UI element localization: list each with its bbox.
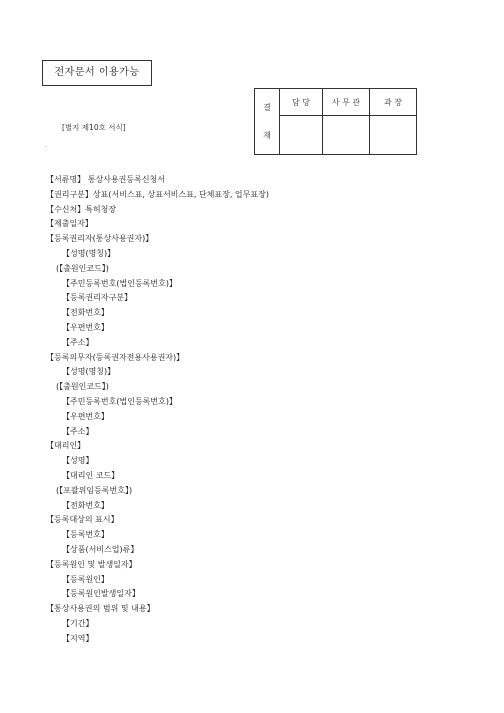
form-field-line: 【주소】 [62,426,94,436]
approval-side-top: 결 [263,102,271,112]
form-field-line: (【출원인코드】) [56,263,109,273]
approval-header-3: 과 장 [370,89,417,116]
form-field-line: 【성명】 [62,456,94,466]
form-field-line: 【통상사용권의 범위 및 내용】 [46,604,155,614]
form-field-line: 【제출일자】 [46,219,93,229]
form-field-line: 【대리인 코드】 [62,470,120,480]
form-number: [별지 제10호 서식] [62,123,126,132]
approval-header-1: 담 당 [280,89,323,116]
form-field-line: 【대리인】 [46,441,86,451]
form-field-line: 【등록원인】 [62,574,109,584]
form-field-line: 【우편번호】 [62,322,109,332]
approval-sign-cell-2[interactable] [323,116,370,155]
approval-sign-cell-3[interactable] [370,116,417,155]
form-field-line: 【주소】 [62,337,94,347]
form-field-line: 【등록번호】 [62,530,109,540]
form-field-line: 【주민등록번호(법인등록번호)】 [62,396,177,406]
form-field-line: 【우편번호】 [62,411,109,421]
form-field-line: 【상품(서비스업)류】 [62,544,139,554]
form-field-line: 【등록의무자(등록권자전용사용권자)】 [46,352,185,362]
document-title-box [42,60,152,86]
form-field-line: (【포괄위임등록번호】) [56,485,133,495]
form-field-line: 【수신처】특허청장 [46,204,117,214]
approval-header-2: 사 무 관 [323,89,370,116]
form-field-line: 【서류명】 통상사용권등록신청서 [46,175,166,184]
form-field-list [46,173,269,647]
stray-dot: . [45,142,47,149]
approval-sign-cell-1[interactable] [280,116,323,155]
form-field-line: 【성명(명칭)】 [62,367,116,377]
form-field-line: 【권리구분】상표(서비스표, 상표서비스표, 단체표장, 업무표장) [46,189,269,199]
approval-side-bottom: 재 [263,130,271,140]
form-field-line: 【등록원인발생일자】 [62,589,140,599]
approval-side-label [255,89,280,155]
form-field-line: 【등록권리자(통상사용권자)】 [46,234,154,244]
form-field-line: 【기간】 [62,618,94,628]
form-field-line: 【지역】 [62,633,94,643]
form-field-line: 【성명(명칭)】 [62,248,116,258]
form-field-line: (【출원인코드】) [56,382,109,392]
form-field-line: 【전화번호】 [62,500,109,510]
approval-table [254,88,417,155]
form-field-line: 【주민등록번호(법인등록번호)】 [62,278,177,288]
document-title: 전자문서 이용가능 [54,67,140,78]
form-field-line: 【등록권리자구분】 [62,293,133,303]
form-field-line: 【등록대상의 표시】 [46,515,119,525]
form-field-line: 【등록원인 및 발생일자】 [46,559,137,569]
form-field-line: 【전화번호】 [62,308,109,318]
